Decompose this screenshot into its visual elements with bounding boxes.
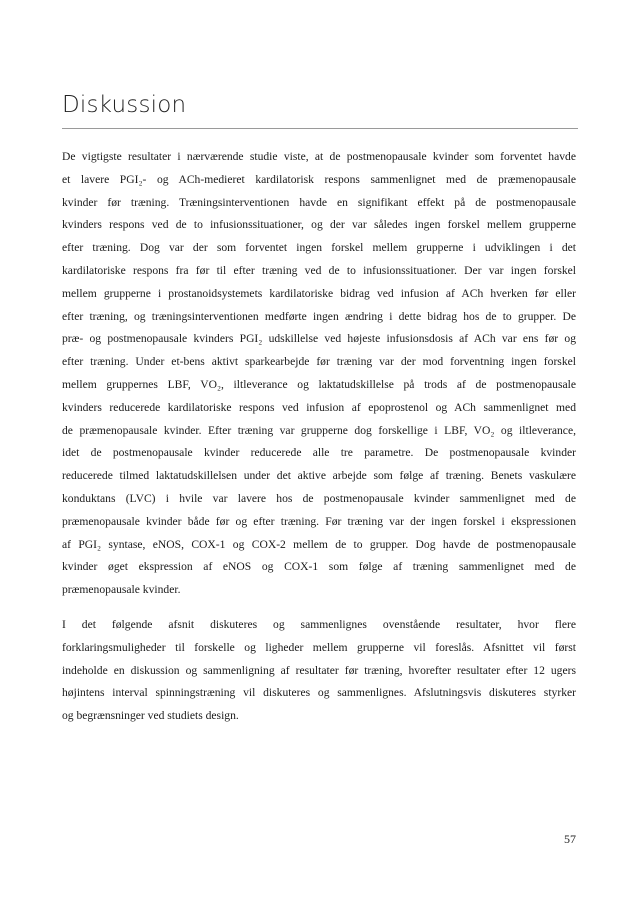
text-line: konduktans (LVC) i hvile var lavere hos de postmenopausale kvinder sammenlignet med de <box>62 491 576 505</box>
text-line: præmenopausale kvinder. <box>62 583 181 597</box>
text-line: mellem grupperne i prostanoidsystemets kardilatoriske bidrag ved infusion af ACh hverken før eller <box>62 286 576 300</box>
text-line: og begrænsninger ved studiets design. <box>62 709 239 723</box>
text-line: kvinder øget ekspression af eNOS og COX-1 som følge af træning sammenlignet med de <box>62 560 576 574</box>
heading-rule <box>62 128 578 129</box>
text-line: idet de postmenopausale kvinder reducerede alle tre parametre. De postmenopausale kvinder <box>62 446 576 460</box>
paragraph-1 <box>62 146 576 602</box>
text-line: I det følgende afsnit diskuteres og sammenlignes ovenstående resultater, hvor flere <box>62 618 576 631</box>
text-line: forklaringsmuligheder til forskelle og ligheder mellem grupperne vil foreslås. Afsnittet vil først <box>62 640 576 654</box>
text-line: efter træning. Under et-bens aktivt sparkearbejde før træning var der mod forventning ingen forskel <box>62 355 576 369</box>
page-number: 57 <box>564 832 576 846</box>
text-line: et lavere PGI₂- og ACh-medieret kardilatorisk respons sammenlignet med de præmenopausale <box>62 172 576 186</box>
text-line: præ- og postmenopausale kvinders PGI₂ udskillelse ved højeste infusionsdosis af ACh var ens før og <box>62 332 576 346</box>
text-line: kvinder før træning. Træningsinterventionen havde en signifikant effekt på de postmenopausale <box>62 195 576 209</box>
text-line: mellem gruppernes LBF, VO₂, iltleverance og laktatudskillelse på trods af de postmenopausale <box>62 377 576 391</box>
text-line: reducerede tilmed laktatudskillelsen under det aktive arbejde som følge af træning. Benets vaskulære <box>62 469 576 483</box>
paragraph-2 <box>62 614 576 728</box>
text-line: efter træning. Dog var der som forventet ingen forskel mellem grupperne i udviklingen i det <box>62 241 576 255</box>
text-line: højintens interval spinningstræning vil diskuteres og sammenlignes. Afslutningsvis diskuteres styrker <box>62 686 576 700</box>
text-line: præmenopausale kvinder både før og efter træning. Før træning var der ingen forskel i ekspressionen <box>62 514 576 528</box>
text-line: De vigtigste resultater i nærværende studie viste, at de postmenopausale kvinder som forventet havde <box>62 150 576 163</box>
text-line: de præmenopausale kvinder. Efter træning var grupperne dog forskellige i LBF, VO₂ og iltleverance, <box>62 423 576 437</box>
text-line: kvinders reducerede kardilatoriske respons ved infusion af epoprostenol og ACh sammenlignet med <box>62 400 576 414</box>
text-line: indeholde en diskussion og sammenligning af resultater før træning, hvorefter resultater efter 12 ugers <box>62 663 576 677</box>
text-line: kardilatoriske respons fra før til efter træning ved de to infusionssituationer. Der var ingen forskel <box>62 263 576 277</box>
text-line: kvinders respons ved de to infusionssituationer, og der var således ingen forskel mellem grupperne <box>62 218 576 232</box>
text-line: af PGI₂ syntase, eNOS, COX-1 og COX-2 mellem de to grupper. Dog havde de postmenopausale <box>62 537 576 551</box>
section-heading: Diskussion <box>62 92 187 118</box>
text-line: efter træning, og træningsinterventionen medførte ingen ændring i dette bidrag hos de to grupper. De <box>62 309 576 323</box>
